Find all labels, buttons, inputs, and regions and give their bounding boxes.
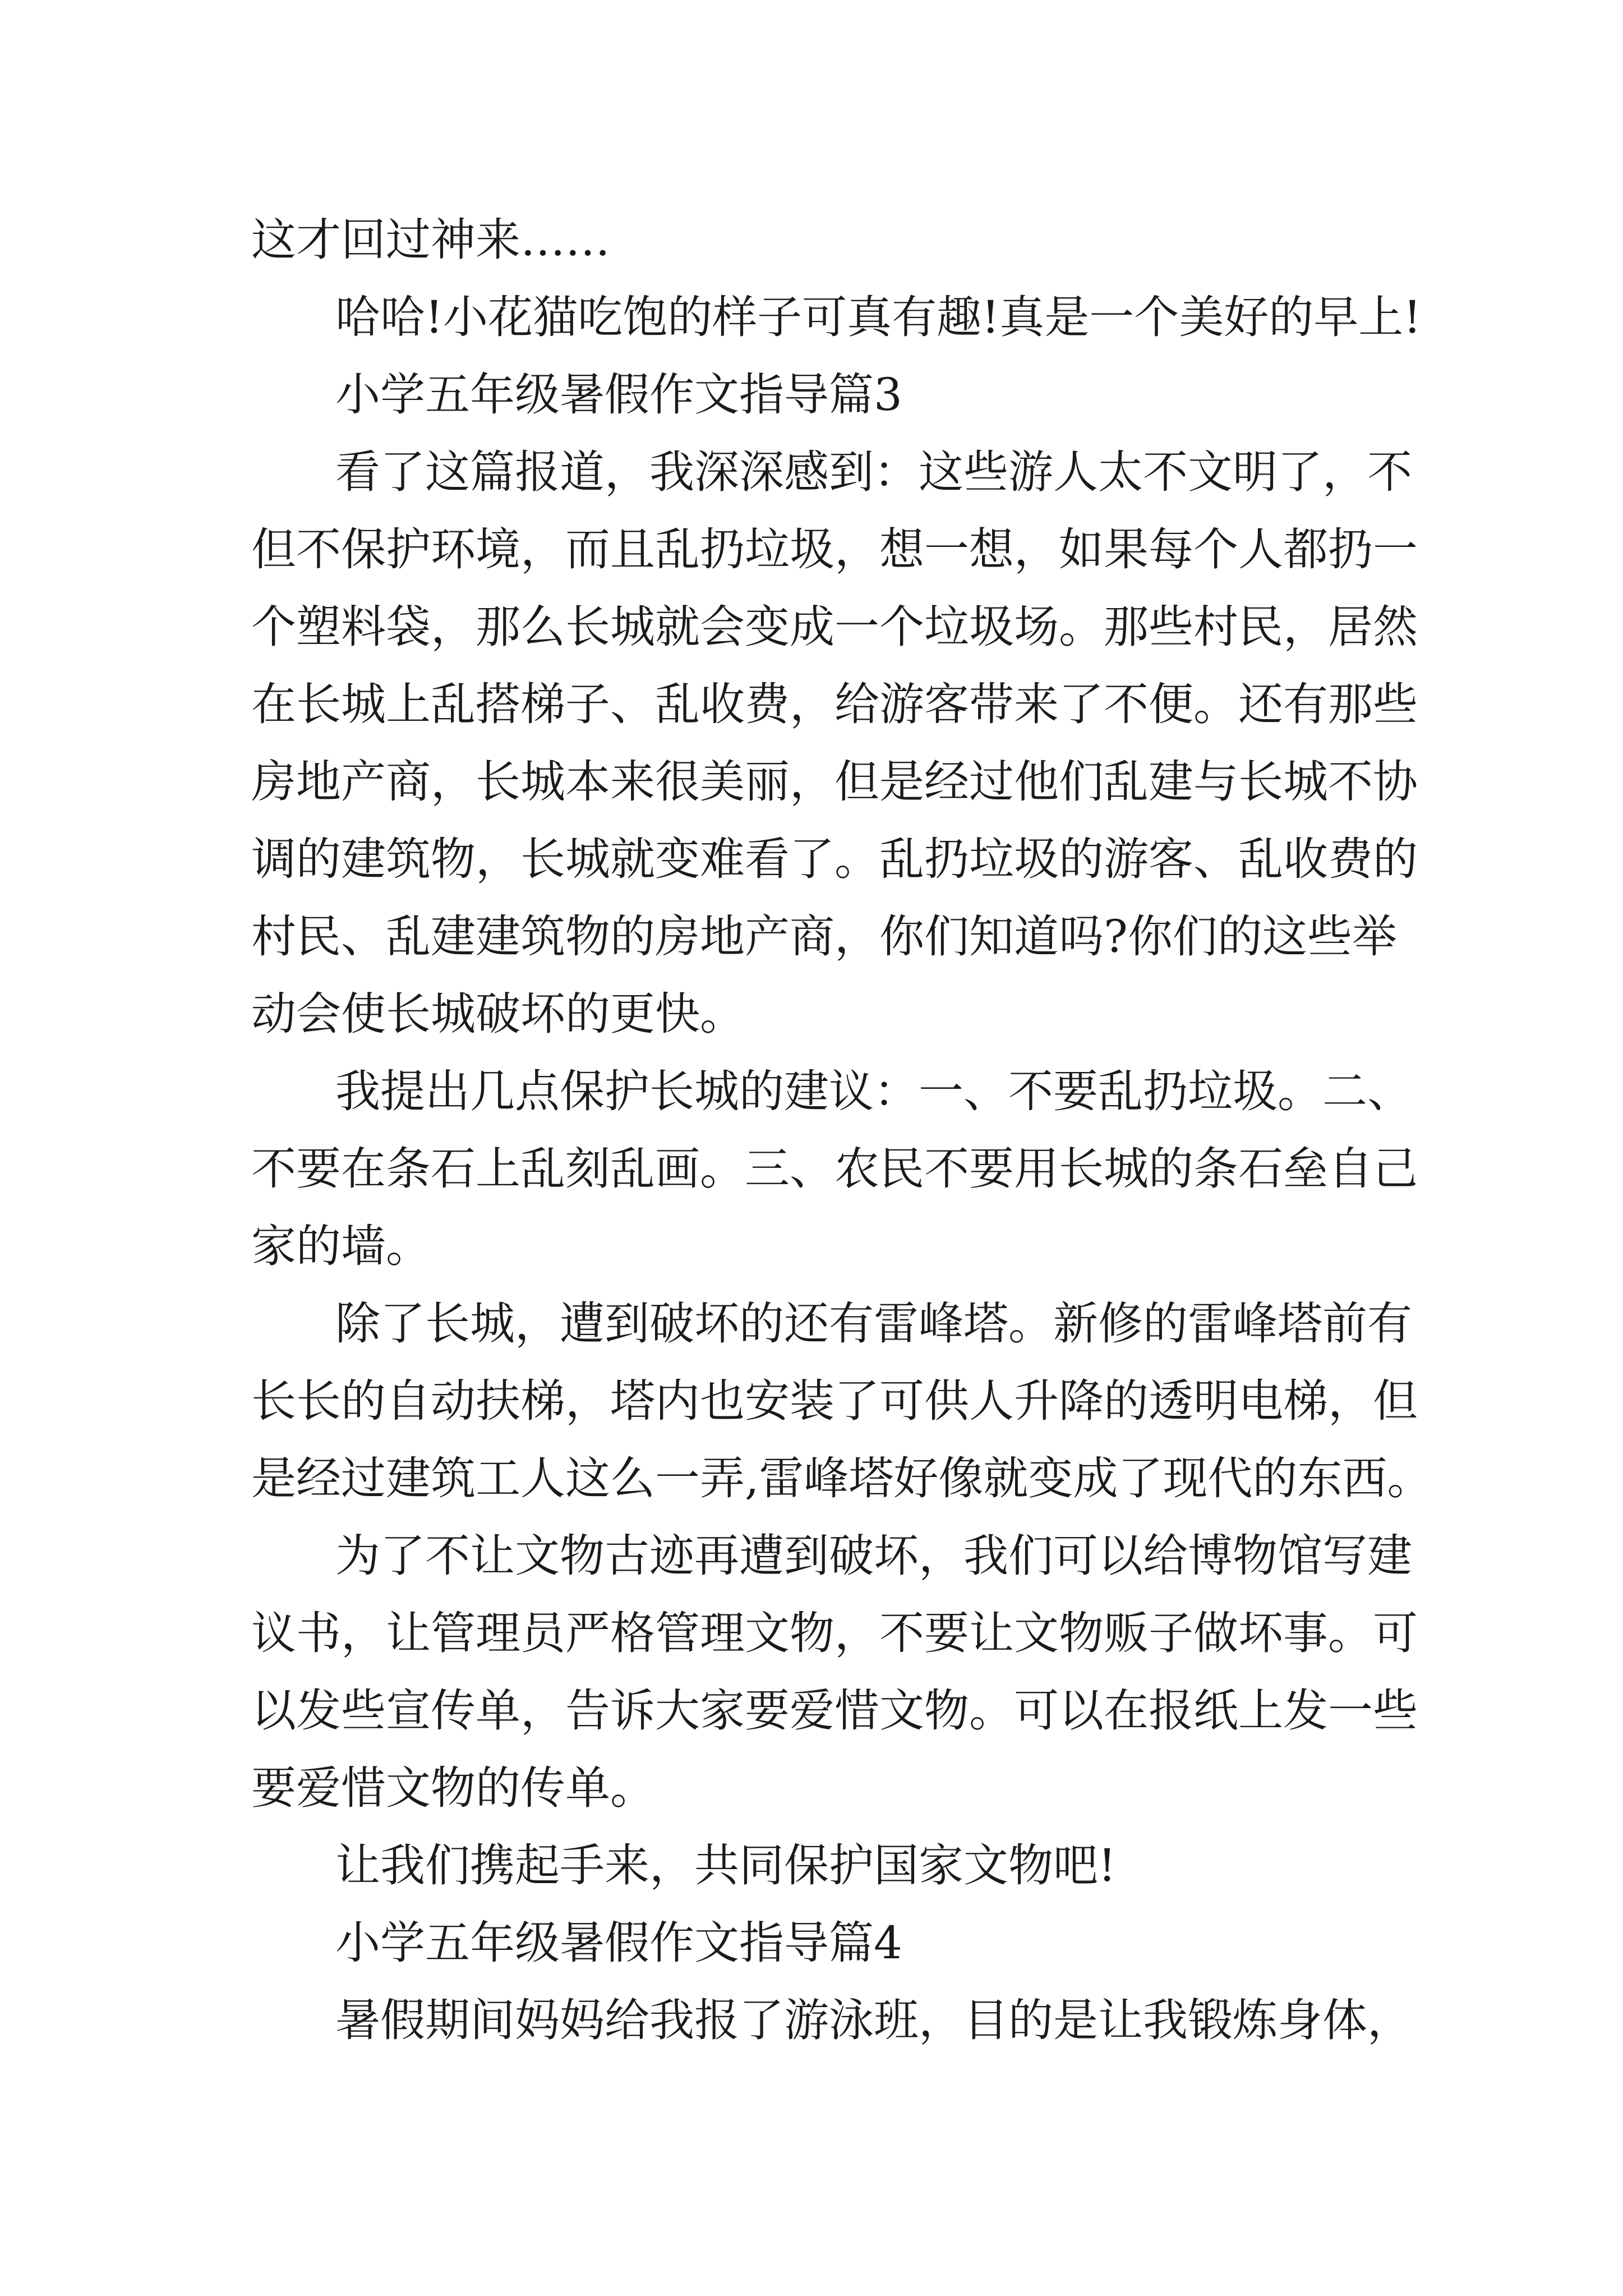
paragraph-line: 房地产商，长城本来很美丽，但是经过他们乱建与长城不协: [251, 756, 1418, 808]
paragraph-line: 家的墙。: [251, 1220, 431, 1272]
paragraph-line: 看了这篇报道，我深深感到：这些游人太不文明了，不: [335, 446, 1412, 498]
section-heading: 小学五年级暑假作文指导篇3: [335, 369, 902, 421]
paragraph-line: 在长城上乱搭梯子、乱收费，给游客带来了不便。还有那些: [251, 678, 1418, 730]
section-heading: 小学五年级暑假作文指导篇4: [335, 1917, 902, 1969]
paragraph-line: 不要在条石上乱刻乱画。三、农民不要用长城的条石垒自己: [251, 1143, 1418, 1195]
paragraph-line: 暑假期间妈妈给我报了游泳班，目的是让我锻炼身体，: [335, 1994, 1412, 2046]
paragraph-line: 个塑料袋，那么长城就会变成一个垃圾场。那些村民，居然: [251, 601, 1418, 653]
paragraph-line: 调的建筑物，长城就变难看了。乱扔垃圾的游客、乱收费的: [251, 833, 1418, 885]
paragraph-line: 我提出几点保护长城的建议：一、不要乱扔垃圾。二、: [335, 1065, 1412, 1117]
paragraph-line: 是经过建筑工人这么一弄,雷峰塔好像就变成了现代的东西。: [251, 1452, 1432, 1504]
paragraph-line: 要爱惜文物的传单。: [251, 1762, 655, 1814]
paragraph-line: 哈哈!小花猫吃饱的样子可真有趣!真是一个美好的早上!: [335, 291, 1422, 343]
paragraph-line: 以发些宣传单，告诉大家要爱惜文物。可以在报纸上发一些: [251, 1685, 1418, 1737]
paragraph-line: 为了不让文物古迹再遭到破坏，我们可以给博物馆写建: [335, 1530, 1412, 1582]
paragraph-line: 这才回过神来……: [251, 214, 610, 266]
paragraph-line: 动会使长城破坏的更快。: [251, 988, 745, 1040]
paragraph-line: 但不保护环境，而且乱扔垃圾，想一想，如果每个人都扔一: [251, 523, 1418, 576]
paragraph-line: 村民、乱建建筑物的房地产商，你们知道吗?你们的这些举: [251, 910, 1397, 963]
paragraph-line: 除了长城，遭到破坏的还有雷峰塔。新修的雷峰塔前有: [335, 1297, 1412, 1350]
paragraph-line: 让我们携起手来，共同保护国家文物吧!: [335, 1839, 1117, 1892]
paragraph-line: 议书，让管理员严格管理文物，不要让文物贩子做坏事。可: [251, 1607, 1418, 1659]
paragraph-line: 长长的自动扶梯，塔内也安装了可供人升降的透明电梯，但: [251, 1375, 1418, 1427]
